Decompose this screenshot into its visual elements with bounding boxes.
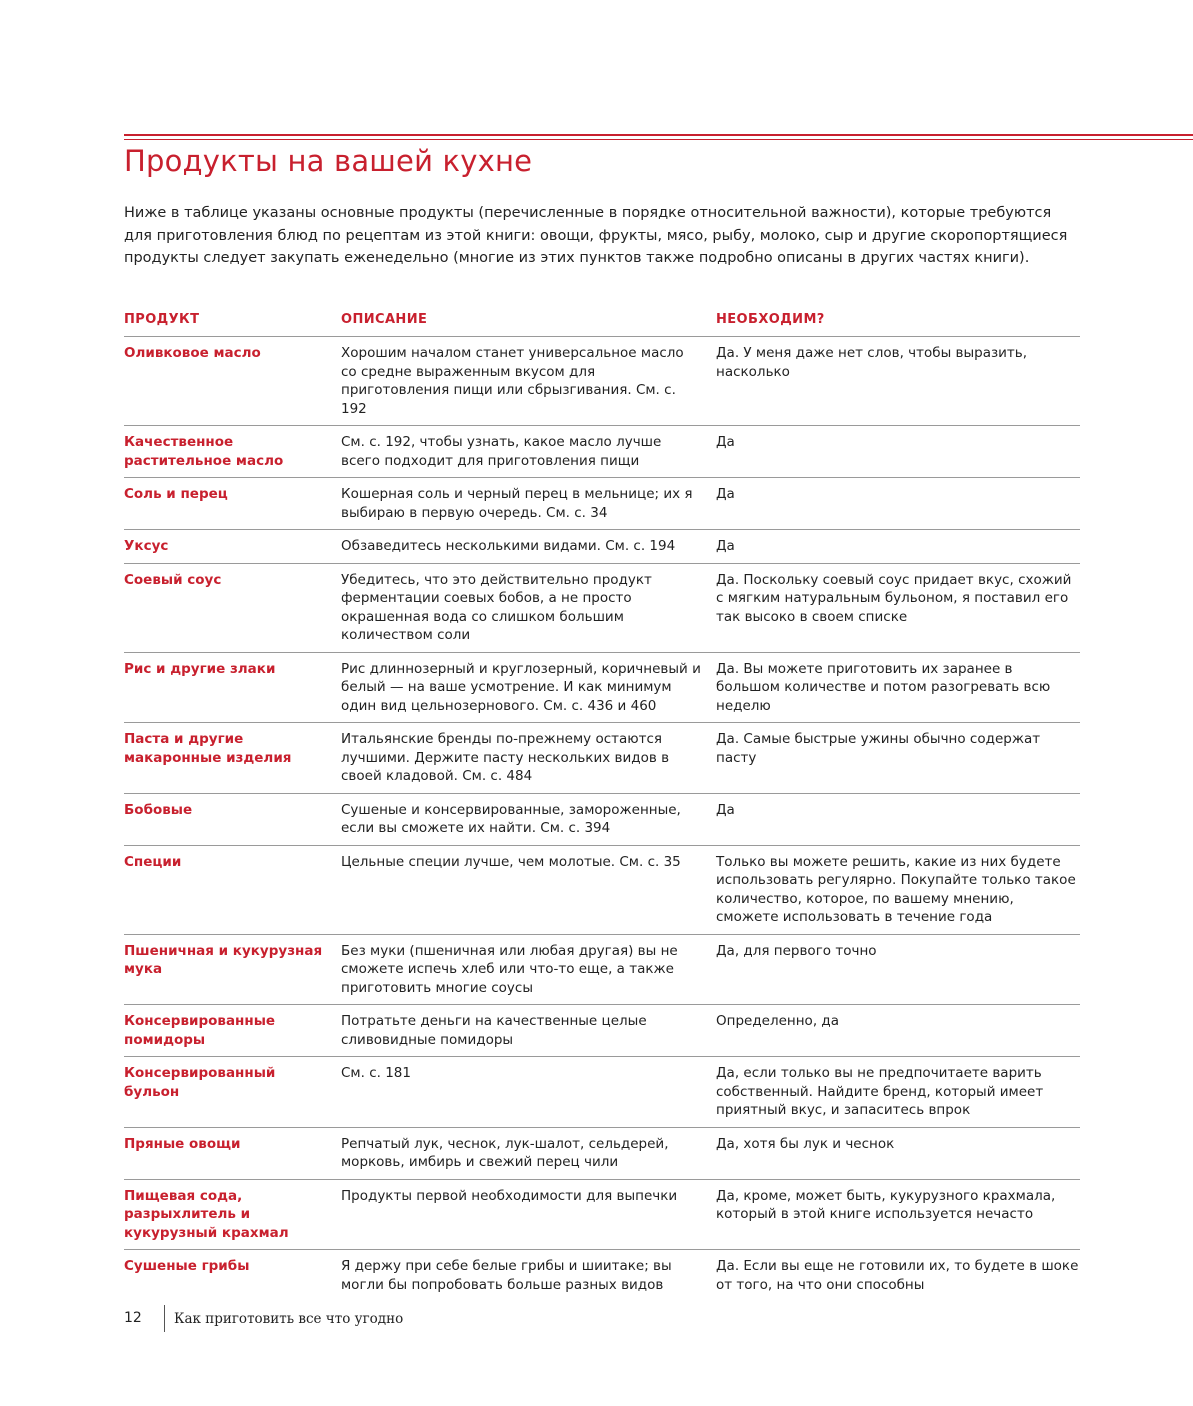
page-number: 12 — [124, 1310, 142, 1326]
table-row — [124, 652, 1080, 723]
table-row — [124, 723, 1080, 794]
needed-cell: Да, если только вы не предпочитаете варить собственный. Найдите бренд, который имеет приятный вкус, и запаситесь впрок — [716, 1057, 1080, 1128]
needed-cell: Да. У меня даже нет слов, чтобы выразить, насколько — [716, 337, 1080, 426]
header-product: ПРОДУКТ — [124, 312, 341, 337]
description-cell: Потратьте деньги на качественные целые сливовидные помидоры — [341, 1005, 716, 1057]
description-cell: Сушеные и консервированные, замороженные, если вы сможете их найти. См. с. 394 — [341, 793, 716, 845]
needed-cell: Да — [716, 530, 1080, 564]
needed-cell: Да — [716, 478, 1080, 530]
product-cell: Соль и перец — [124, 478, 341, 530]
product-cell: Пищевая сода, разрыхлитель и кукурузный крахмал — [124, 1179, 341, 1250]
needed-cell: Определенно, да — [716, 1005, 1080, 1057]
product-cell: Специи — [124, 845, 341, 934]
needed-cell: Да. Если вы еще не готовили их, то будете в шоке от того, на что они способны — [716, 1258, 1079, 1293]
product-cell: Пряные овощи — [124, 1127, 341, 1179]
description-cell: Я держу при себе белые грибы и шиитаке; вы могли бы попробовать больше разных видов — [341, 1258, 672, 1293]
table-row — [124, 793, 1080, 845]
table-row — [124, 934, 1080, 1005]
footer-divider — [164, 1305, 165, 1332]
product-cell: Пшеничная и кукурузная мука — [124, 934, 341, 1005]
table-header-row — [124, 312, 1080, 337]
description-cell: Обзаведитесь несколькими видами. См. с. 194 — [341, 530, 716, 564]
description-cell: Без муки (пшеничная или любая другая) вы не сможете испечь хлеб или что-то еще, а также приготовить многие соусы — [341, 934, 716, 1005]
intro-paragraph: Ниже в таблице указаны основные продукты (перечисленные в порядке относительной важности), которые требуются для приготовления блюд по рецептам из этой книги: овощи, фрукты, мясо, рыбу, молоко, сыр и другие скоропортящиеся продукты следует закупать еженедельно (многие из этих пунктов также подробно описаны в других частях книги). — [124, 205, 1068, 266]
table-row — [124, 530, 1080, 564]
product-cell: Оливковое масло — [124, 337, 341, 426]
description-cell: См. с. 181 — [341, 1057, 716, 1128]
description-cell: Убедитесь, что это действительно продукт ферментации соевых бобов, а не просто окрашенная вода со слишком большим количеством соли — [341, 563, 716, 652]
product-cell: Паста и другие макаронные изделия — [124, 723, 341, 794]
description-cell: Рис длиннозерный и круглозерный, коричневый и белый — на ваше усмотрение. И как минимум один вид цельнозернового. См. с. 436 и 460 — [341, 652, 716, 723]
description-cell: Цельные специи лучше, чем молотые. См. с. 35 — [341, 845, 716, 934]
product-cell: Соевый соус — [124, 563, 341, 652]
running-title: Как приготовить все что угодно — [174, 1311, 404, 1327]
top-rule-thin — [124, 139, 1193, 140]
needed-cell: Да — [716, 793, 1080, 845]
needed-cell: Да. Поскольку соевый соус придает вкус, схожий с мягким натуральным бульоном, я поставил его так высоко в своем списке — [716, 563, 1080, 652]
needed-cell: Да, для первого точно — [716, 934, 1080, 1005]
table-row — [124, 1250, 1080, 1302]
needed-cell: Да — [716, 426, 1080, 478]
product-cell: Рис и другие злаки — [124, 652, 341, 723]
product-cell: Бобовые — [124, 793, 341, 845]
product-cell: Качественное растительное масло — [124, 426, 341, 478]
table-row — [124, 426, 1080, 478]
needed-cell: Да, кроме, может быть, кукурузного крахмала, который в этой книге используется нечасто — [716, 1179, 1080, 1250]
page-title: Продукты на вашей кухне — [124, 144, 533, 178]
table-row — [124, 337, 1080, 426]
top-rule — [124, 134, 1193, 136]
needed-cell: Да. Самые быстрые ужины обычно содержат пасту — [716, 723, 1080, 794]
description-cell: Кошерная соль и черный перец в мельнице; их я выбираю в первую очередь. См. с. 34 — [341, 478, 716, 530]
table-row — [124, 1127, 1080, 1179]
table-row — [124, 1005, 1080, 1057]
description-cell: См. с. 192, чтобы узнать, какое масло лучше всего подходит для приготовления пищи — [341, 426, 716, 478]
table-row — [124, 563, 1080, 652]
header-description: ОПИСАНИЕ — [341, 312, 716, 337]
needed-cell: Только вы можете решить, какие из них будете использовать регулярно. Покупайте только такое количество, которое, по вашему мнению, сможете использовать в течение года — [716, 845, 1080, 934]
table-row — [124, 845, 1080, 934]
description-cell: Хорошим началом станет универсальное масло со средне выраженным вкусом для приготовления пищи или сбрызгивания. См. с. 192 — [341, 337, 716, 426]
products-table — [124, 312, 1080, 1301]
description-cell: Продукты первой необходимости для выпечки — [341, 1179, 716, 1250]
product-cell: Консервированные помидоры — [124, 1005, 341, 1057]
table-row — [124, 1057, 1080, 1128]
description-cell: Репчатый лук, чеснок, лук-шалот, сельдерей, морковь, имбирь и свежий перец чили — [341, 1127, 716, 1179]
header-needed: НЕОБХОДИМ? — [716, 312, 1080, 337]
product-cell: Сушеные грибы — [124, 1258, 250, 1274]
table-row — [124, 478, 1080, 530]
product-cell: Консервированный бульон — [124, 1057, 341, 1128]
needed-cell: Да. Вы можете приготовить их заранее в большом количестве и потом разогревать всю неделю — [716, 652, 1080, 723]
needed-cell: Да, хотя бы лук и чеснок — [716, 1127, 1080, 1179]
product-cell: Уксус — [124, 530, 341, 564]
table-row — [124, 1179, 1080, 1250]
description-cell: Итальянские бренды по-прежнему остаются лучшими. Держите пасту нескольких видов в своей кладовой. См. с. 484 — [341, 723, 716, 794]
